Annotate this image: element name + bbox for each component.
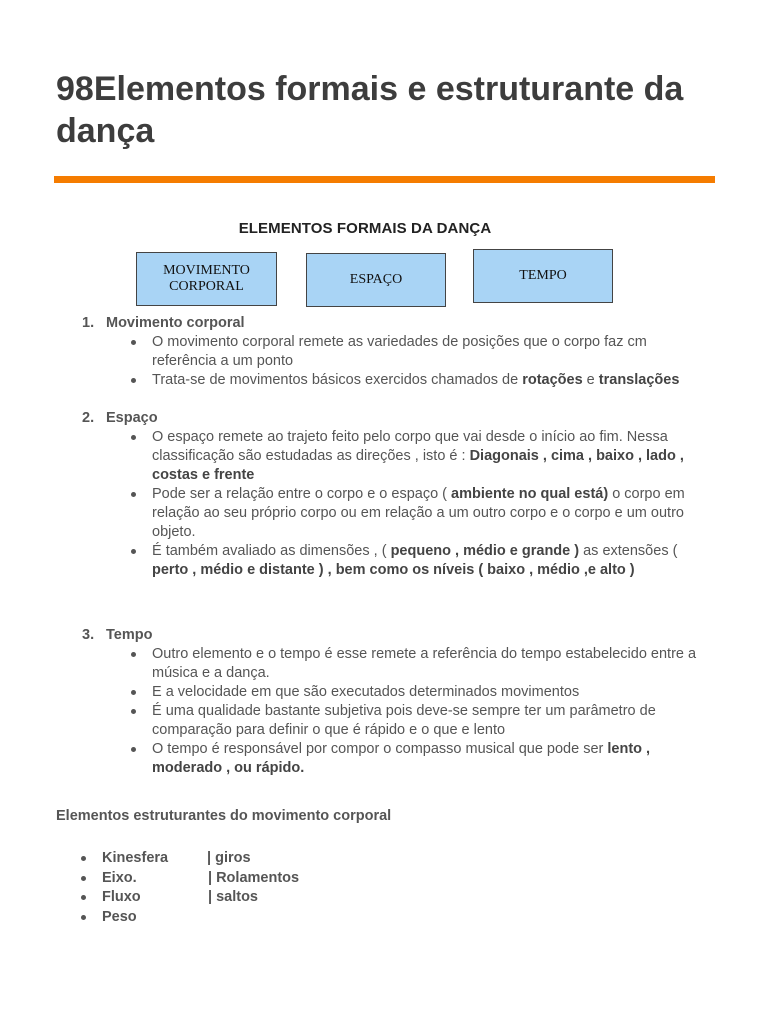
box-espaco (306, 253, 446, 307)
item-name: Peso (102, 908, 137, 925)
list-item: O espaço remete ao trajeto feito pelo corpo que vai desde o início ao fim. Nessa classificação são estudadas as direções , isto é : Diagonais , cima , baixo , lado , costas e frente (0, 428, 768, 485)
section-title: Movimento corporal (106, 315, 245, 331)
list-item (0, 849, 768, 869)
bullet-list (0, 645, 768, 778)
section-title: Tempo (106, 627, 153, 643)
bold-text: pequeno , médio e grande ) (390, 543, 580, 559)
item-name: Fluxo (102, 889, 141, 905)
page-title: 98Elementos formais e estruturante da dança (56, 70, 684, 150)
list-item (0, 888, 768, 908)
list-item: Trata-se de movimentos básicos exercidos chamados de rotações e translações (0, 371, 768, 390)
bold-text: perto , médio e distante ) , bem como os níveis ( baixo , médio ,e alto ) (152, 562, 635, 578)
box-tempo (473, 249, 613, 303)
orange-divider (54, 176, 715, 183)
bold-text: translações (598, 372, 680, 388)
item-alt: | saltos (208, 889, 258, 905)
section-heading (0, 626, 768, 645)
bullet-list (0, 428, 768, 580)
list-item: Pode ser a relação entre o corpo e o espaço ( ambiente no qual está) o corpo em relação ao seu próprio corpo ou em relação a um outro corpo e o corpo e um outro objeto. (0, 485, 768, 542)
list-item: E a velocidade em que são executados determinados movimentos (0, 683, 768, 702)
bullet-icon (81, 915, 86, 920)
box-label: TEMPO (519, 268, 567, 283)
bullet-icon (81, 856, 86, 861)
section-tempo (0, 626, 768, 778)
item-name: Kinesfera (102, 850, 169, 866)
sections (0, 314, 768, 778)
bold-text: ambiente no qual está) (451, 486, 609, 502)
section-number: 2. (82, 410, 95, 426)
box-label: MOVIMENTO CORPORAL (163, 263, 250, 294)
list-item: É também avaliado as dimensões , ( pequeno , médio e grande ) as extensões ( perto , médio e distante ) , bem como os níveis ( baixo , médio ,e alto ) (0, 542, 768, 580)
bullet-icon (81, 876, 86, 881)
list-item: O movimento corporal remete as variedades de posições que o corpo faz cm referência a um ponto (0, 333, 768, 371)
diagram-title: ELEMENTOS FORMAIS DA DANÇA (238, 220, 492, 237)
list-item: O tempo é responsável por compor o compasso musical que pode ser lento , moderado , ou rápido. (0, 740, 768, 778)
bold-text: Diagonais , cima , baixo , lado , costas e frente (152, 448, 684, 483)
bullet-icon (81, 895, 86, 900)
section-heading (0, 314, 768, 333)
bold-text: rotações (522, 372, 583, 388)
list-item: É uma qualidade bastante subjetiva pois deve-se sempre ter um parâmetro de comparação para definir o que é rápido e o que e lento (0, 702, 768, 740)
section-movimento (0, 314, 768, 390)
item-name: Eixo. (102, 869, 137, 886)
box-movimento-corporal (136, 252, 277, 306)
list-item (0, 869, 768, 889)
bullet-list (0, 333, 768, 390)
section-number: 3. (82, 627, 95, 643)
box-label: ESPAÇO (349, 272, 403, 287)
item-alt: | giros (207, 850, 251, 866)
section-number: 1. (82, 315, 95, 331)
list-item: Outro elemento e o tempo é esse remete a referência do tempo estabelecido entre a música e a dança. (0, 645, 768, 683)
section-title: Espaço (106, 410, 158, 426)
estruturantes-heading: Elementos estruturantes do movimento corporal (56, 808, 392, 824)
bold-text: lento , moderado , ou rápido. (152, 741, 651, 776)
item-alt: | Rolamentos (208, 869, 300, 886)
estruturantes-list (0, 849, 768, 927)
list-item (0, 908, 768, 928)
section-espaco (0, 409, 768, 580)
section-heading (0, 409, 768, 428)
